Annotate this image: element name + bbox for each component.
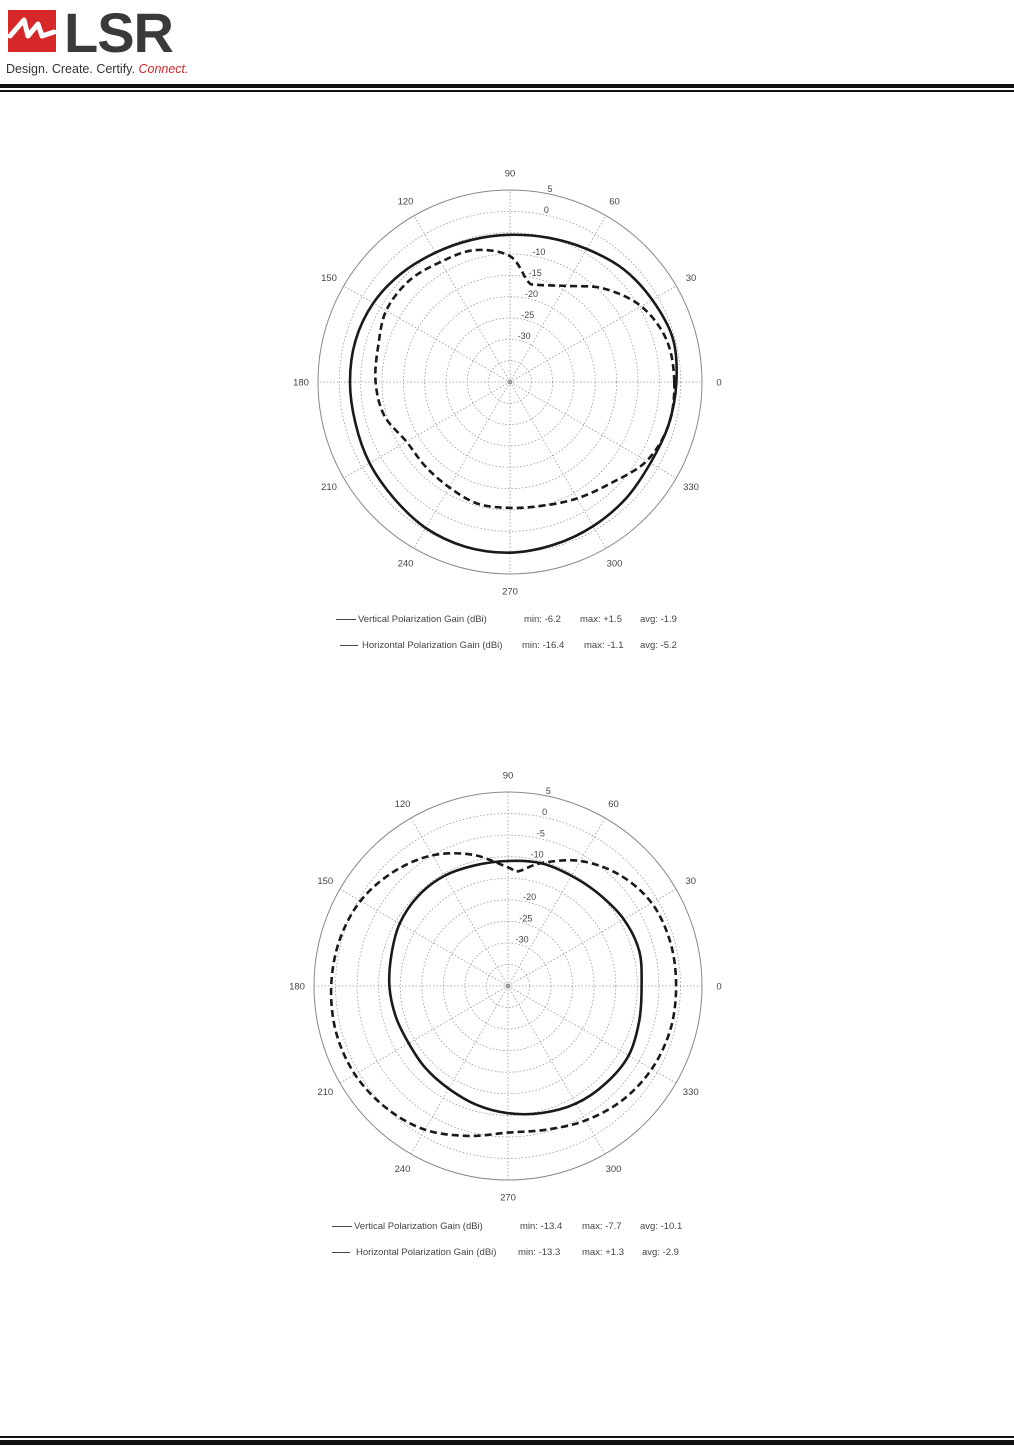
legend-label: Vertical Polarization Gain (dBi) — [354, 1221, 483, 1232]
legend-2 — [332, 1221, 692, 1261]
radial-tick-label: 5 — [545, 786, 551, 797]
tagline-accent: Connect. — [138, 62, 189, 76]
radial-tick-label: -10 — [532, 247, 546, 258]
polar-plot-1 — [0, 0, 1014, 700]
angle-tick-label: 0 — [716, 981, 722, 993]
radial-tick-label: 0 — [543, 204, 549, 215]
angle-tick-label: 0 — [716, 377, 722, 389]
legend-min: min: -6.2 — [524, 614, 561, 625]
legend-swatch-solid-icon — [336, 614, 356, 625]
legend-avg: avg: -1.9 — [640, 614, 677, 625]
angle-tick-label: 210 — [317, 1087, 334, 1098]
angle-tick-label: 240 — [394, 1164, 411, 1176]
angle-tick-label: 60 — [609, 196, 620, 208]
angle-tick-label: 300 — [605, 1164, 622, 1176]
angle-tick-label: 180 — [289, 981, 305, 993]
angle-tick-label: 90 — [504, 168, 516, 180]
radial-tick-label: 0 — [542, 807, 548, 818]
legend-max: max: +1.3 — [582, 1247, 624, 1258]
legend-1 — [336, 614, 696, 654]
legend-swatch-dash-icon — [340, 640, 358, 651]
radial-tick-label: -15 — [528, 268, 542, 279]
legend-min: min: -13.3 — [518, 1247, 561, 1258]
series-vertical-polarization-line — [389, 861, 641, 1114]
radial-tick-label: -30 — [515, 934, 529, 945]
angle-tick-label: 270 — [500, 1192, 516, 1204]
legend-label: Horizontal Polarization Gain (dBi) — [362, 640, 503, 651]
legend-max: max: +1.5 — [580, 614, 622, 625]
legend-max: max: -1.1 — [584, 640, 624, 651]
radial-tick-label: -25 — [521, 310, 535, 321]
radial-tick-label: -20 — [525, 289, 539, 300]
radial-tick-label: 5 — [547, 183, 553, 194]
angle-tick-label: 270 — [502, 586, 518, 598]
angle-tick-label: 120 — [397, 196, 414, 208]
polar-chart-1 — [0, 0, 1014, 700]
angle-tick-label: 150 — [321, 273, 337, 284]
angle-tick-label: 330 — [683, 482, 699, 493]
angle-tick-label: 210 — [321, 482, 337, 493]
angle-tick-label: 120 — [394, 798, 411, 810]
polar-grid-spoke — [411, 818, 508, 986]
polar-chart-2 — [0, 700, 1014, 1210]
legend-swatch-solid-icon — [332, 1221, 352, 1232]
radial-tick-label: -5 — [536, 828, 545, 839]
legend-avg: avg: -2.9 — [642, 1247, 679, 1258]
series-horizontal-polarization-line — [331, 853, 676, 1136]
radial-tick-label: -25 — [519, 913, 533, 924]
legend-avg: avg: -5.2 — [640, 640, 677, 651]
angle-tick-label: 60 — [608, 798, 619, 810]
polar-grid-spoke — [340, 889, 508, 986]
legend-label: Horizontal Polarization Gain (dBi) — [356, 1247, 497, 1258]
logo-wordmark: LSR — [64, 1, 173, 64]
tagline-main: Design. Create. Certify. — [6, 62, 135, 76]
angle-tick-label: 90 — [502, 770, 514, 782]
legend-max: max: -7.7 — [582, 1221, 622, 1232]
polar-plot-2 — [0, 700, 1014, 1210]
legend-min: min: -16.4 — [522, 640, 565, 651]
angle-tick-label: 300 — [606, 558, 623, 570]
radial-tick-label: -20 — [523, 892, 537, 903]
footer-rule-thick — [0, 1440, 1014, 1445]
legend-min: min: -13.4 — [520, 1221, 563, 1232]
angle-tick-label: 180 — [293, 377, 309, 389]
radial-tick-label: -10 — [530, 849, 544, 860]
legend-label: Vertical Polarization Gain (dBi) — [358, 614, 487, 625]
legend-avg: avg: -10.1 — [640, 1221, 683, 1232]
angle-tick-label: 240 — [397, 558, 414, 570]
angle-tick-label: 330 — [682, 1087, 699, 1098]
angle-tick-label: 30 — [685, 876, 697, 887]
footer-rule-thin — [0, 1436, 1014, 1438]
polar-grid-spoke — [344, 286, 510, 382]
legend-swatch-dash-icon — [332, 1247, 350, 1258]
radial-tick-label: -30 — [517, 331, 531, 342]
angle-tick-label: 150 — [317, 876, 334, 887]
angle-tick-label: 30 — [685, 273, 697, 284]
